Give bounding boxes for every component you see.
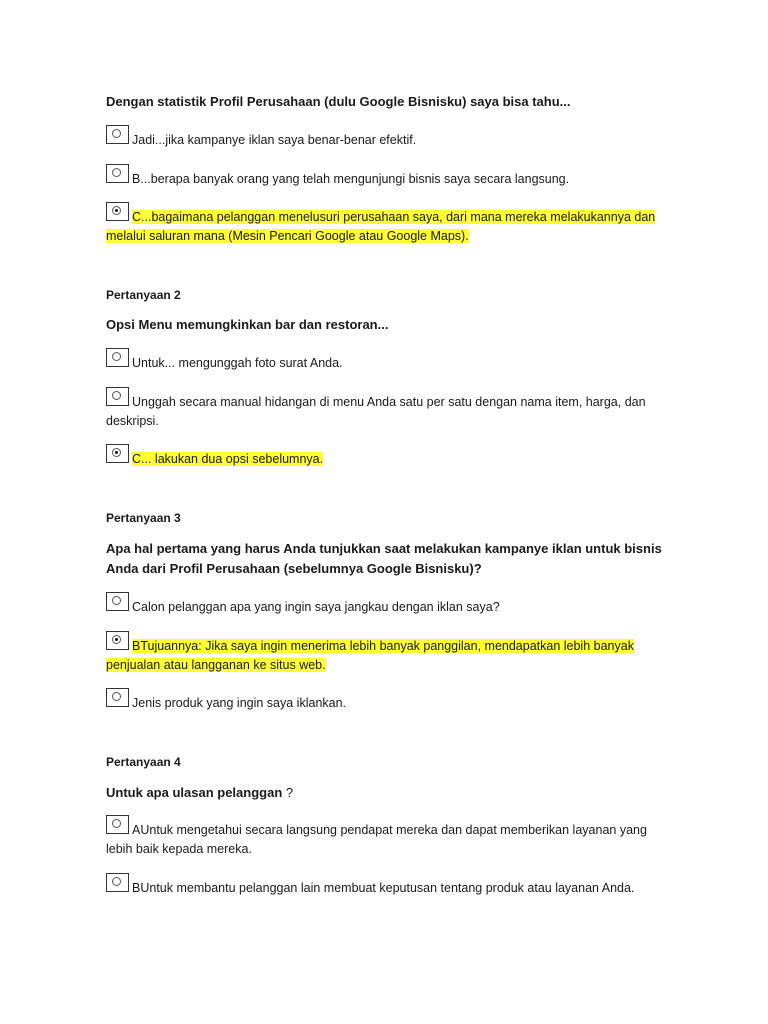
question-1-title: Dengan statistik Profil Perusahaan (dulu Google Bisnisku) saya bisa tahu...: [106, 94, 571, 109]
checkbox-frame: [106, 631, 129, 650]
question-3-title: Apa hal pertama yang harus Anda tunjukkan saat melakukan kampanye iklan untuk bisnis Anda dari Profil Perusahaan (sebelumnya Google Bisnisku)?: [106, 541, 662, 576]
question-3-option-2[interactable]: [106, 637, 666, 675]
checkbox-frame: [106, 202, 129, 221]
radio-icon[interactable]: [112, 692, 121, 701]
radio-selected-icon[interactable]: [112, 635, 121, 644]
option-text: Jenis produk yang ingin saya iklankan.: [132, 696, 347, 710]
radio-selected-icon[interactable]: [112, 206, 121, 215]
option-text: [106, 208, 666, 246]
question-4-option-1[interactable]: [106, 821, 666, 859]
checkbox-frame: [106, 444, 129, 463]
radio-icon[interactable]: [112, 819, 121, 828]
option-text: Calon pelanggan apa yang ingin saya jangkau dengan iklan saya?: [132, 600, 500, 614]
question-4-option-2[interactable]: [106, 879, 666, 898]
question-2-label: Pertanyaan 2: [106, 288, 181, 302]
checkbox-frame: [106, 125, 129, 144]
question-2-option-3[interactable]: [106, 450, 666, 469]
question-2-option-2[interactable]: [106, 393, 666, 431]
option-text: [106, 450, 666, 469]
option-text: Untuk... mengunggah foto surat Anda.: [132, 356, 343, 370]
option-text: B...berapa banyak orang yang telah mengunjungi bisnis saya secara langsung.: [132, 172, 570, 186]
radio-selected-icon[interactable]: [112, 448, 121, 457]
checkbox-frame: [106, 592, 129, 611]
checkbox-frame: [106, 873, 129, 892]
question-4-label: Pertanyaan 4: [106, 755, 181, 769]
question-3-option-3[interactable]: [106, 694, 666, 713]
radio-icon[interactable]: [112, 168, 121, 177]
radio-icon[interactable]: [112, 391, 121, 400]
radio-icon[interactable]: [112, 129, 121, 138]
checkbox-frame: [106, 164, 129, 183]
radio-icon[interactable]: [112, 352, 121, 361]
option-text: [106, 637, 666, 675]
question-4-title-suffix: ?: [282, 785, 294, 800]
question-1-option-1[interactable]: [106, 131, 666, 150]
question-2-title: Opsi Menu memungkinkan bar dan restoran...: [106, 317, 389, 332]
checkbox-frame: [106, 688, 129, 707]
question-1-option-2[interactable]: [106, 170, 666, 189]
question-4-title-text: Untuk apa ulasan pelanggan: [106, 785, 283, 800]
radio-icon[interactable]: [112, 877, 121, 886]
question-1-option-3[interactable]: [106, 208, 666, 246]
option-text: Jadi...jika kampanye iklan saya benar-benar efektif.: [132, 133, 417, 147]
highlighted-answer: BTujuannya: Jika saya ingin menerima lebih banyak panggilan, mendapatkan lebih banyak penjualan atau langganan ke situs web.: [106, 639, 634, 672]
radio-icon[interactable]: [112, 596, 121, 605]
option-text: Unggah secara manual hidangan di menu Anda satu per satu dengan nama item, harga, dan deskripsi.: [106, 395, 646, 428]
question-3-option-1[interactable]: [106, 598, 666, 617]
checkbox-frame: [106, 815, 129, 834]
checkbox-frame: [106, 387, 129, 406]
option-text: BUntuk membantu pelanggan lain membuat keputusan tentang produk atau layanan Anda.: [132, 881, 635, 895]
question-4-title: [106, 783, 666, 803]
highlighted-answer: C... lakukan dua opsi sebelumnya.: [132, 452, 324, 466]
highlighted-answer: C...bagaimana pelanggan menelusuri perusahaan saya, dari mana mereka melakukannya dan melalui saluran mana (Mesin Pencari Google atau Google Maps).: [106, 210, 656, 243]
question-3-label: Pertanyaan 3: [106, 511, 181, 525]
question-2-option-1[interactable]: [106, 354, 666, 373]
checkbox-frame: [106, 348, 129, 367]
option-text: AUntuk mengetahui secara langsung pendapat mereka dan dapat memberikan layanan yang lebih baik kepada mereka.: [106, 823, 647, 856]
